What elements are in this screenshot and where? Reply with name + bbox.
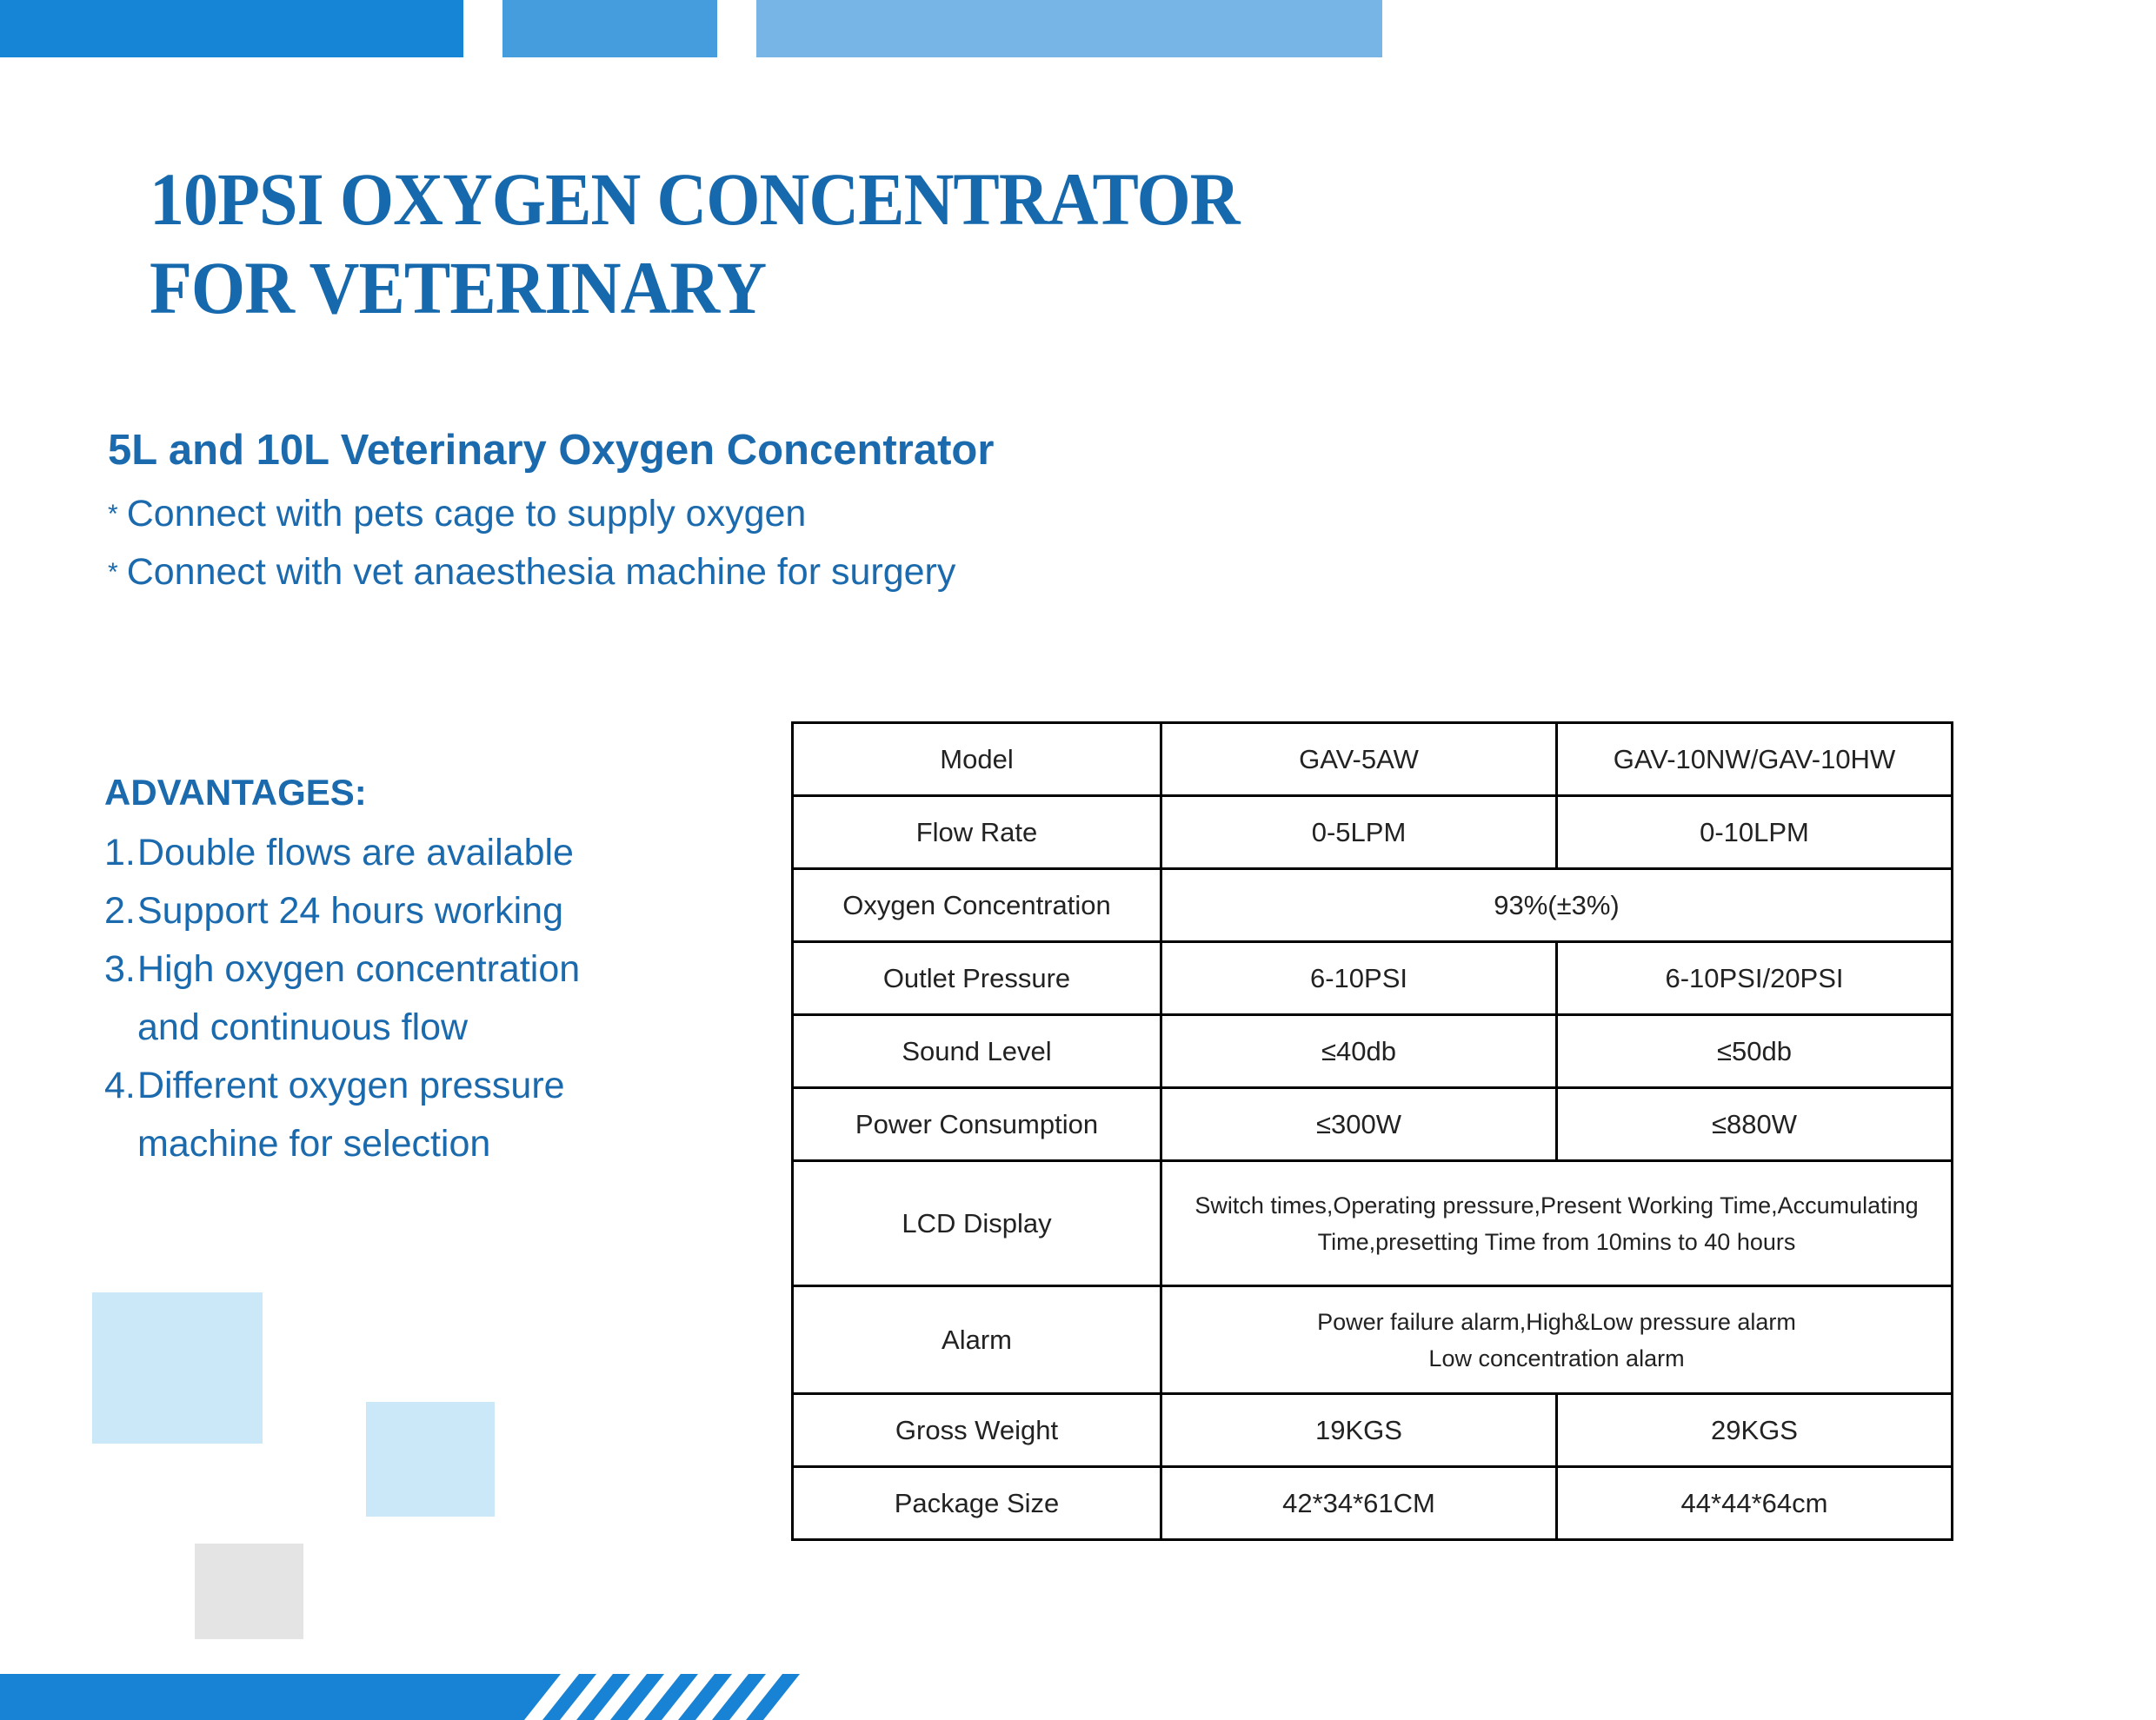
advantage-text: Different oxygen pressure xyxy=(137,1065,565,1106)
row-label: Gross Weight xyxy=(793,1394,1161,1467)
row-label: Package Size xyxy=(793,1467,1161,1540)
advantage-item xyxy=(104,882,580,940)
header-bar-light xyxy=(756,0,1382,57)
advantage-text: Double flows are available xyxy=(137,832,574,873)
cell-line: Low concentration alarm xyxy=(1428,1345,1685,1371)
advantage-item-continuation: machine for selection xyxy=(137,1123,491,1165)
cell-merged xyxy=(1161,1161,1953,1286)
decorative-square-blue-large xyxy=(92,1292,263,1444)
cell-gav-10: 44*44*64cm xyxy=(1557,1467,1953,1540)
feature-bullet-text: Connect with vet anaesthesia machine for surgery xyxy=(126,551,956,593)
cell-gav-5aw: ≤300W xyxy=(1161,1088,1557,1161)
table-row-flow-rate xyxy=(793,796,1953,869)
advantages-heading: ADVANTAGES: xyxy=(104,772,367,813)
cell-gav-10: 6-10PSI/20PSI xyxy=(1557,942,1953,1015)
page-title xyxy=(150,155,1240,332)
specification-table xyxy=(791,721,1953,1541)
table-row-gross-weight xyxy=(793,1394,1953,1467)
feature-bullet xyxy=(108,543,955,601)
table-row-outlet-pressure xyxy=(793,942,1953,1015)
page-title-line-1: 10PSI OXYGEN CONCENTRATOR xyxy=(150,157,1240,241)
cell-gav-10: GAV-10NW/GAV-10HW xyxy=(1557,723,1953,796)
decorative-square-blue-small xyxy=(366,1402,495,1517)
advantages-list xyxy=(104,824,580,1173)
cell-gav-5aw: 0-5LPM xyxy=(1161,796,1557,869)
table-row-power-consumption xyxy=(793,1088,1953,1161)
table-row-alarm xyxy=(793,1286,1953,1394)
cell-gav-5aw: 42*34*61CM xyxy=(1161,1467,1557,1540)
cell-merged xyxy=(1161,1286,1953,1394)
cell-line: Time,presetting Time from 10mins to 40 hours xyxy=(1317,1228,1796,1255)
row-label: Alarm xyxy=(793,1286,1161,1394)
row-label: Oxygen Concentration xyxy=(793,869,1161,942)
advantage-text: High oxygen concentration xyxy=(137,948,581,990)
feature-bullet-text: Connect with pets cage to supply oxygen xyxy=(126,493,807,535)
advantage-number: 2. xyxy=(104,890,136,932)
cell-gav-10: 0-10LPM xyxy=(1557,796,1953,869)
asterisk-bullet-icon: * xyxy=(108,500,118,528)
header-bar-medium xyxy=(502,0,717,57)
advantage-number: 1. xyxy=(104,832,136,873)
asterisk-bullet-icon: * xyxy=(108,558,118,587)
header-bar-dark xyxy=(0,0,463,57)
table-row-oxygen-concentration xyxy=(793,869,1953,942)
cell-gav-5aw: 19KGS xyxy=(1161,1394,1557,1467)
feature-bullet xyxy=(108,485,955,543)
row-label: Sound Level xyxy=(793,1015,1161,1088)
feature-bullets xyxy=(108,485,955,601)
bottom-striped-bar xyxy=(0,1674,800,1720)
row-label: Outlet Pressure xyxy=(793,942,1161,1015)
table-row-model xyxy=(793,723,1953,796)
table-row-lcd-display xyxy=(793,1161,1953,1286)
page-title-line-2: FOR VETERINARY xyxy=(150,246,767,329)
row-label: Model xyxy=(793,723,1161,796)
row-label: Power Consumption xyxy=(793,1088,1161,1161)
table-row-package-size xyxy=(793,1467,1953,1540)
table-row-sound-level xyxy=(793,1015,1953,1088)
cell-line: Power failure alarm,High&Low pressure alarm xyxy=(1317,1308,1796,1335)
row-label: Flow Rate xyxy=(793,796,1161,869)
advantage-item xyxy=(104,824,580,882)
advantage-number: 3. xyxy=(104,948,136,990)
row-label: LCD Display xyxy=(793,1161,1161,1286)
cell-gav-5aw: GAV-5AW xyxy=(1161,723,1557,796)
cell-gav-10: ≤880W xyxy=(1557,1088,1953,1161)
cell-gav-5aw: 6-10PSI xyxy=(1161,942,1557,1015)
advantage-item-continuation: and continuous flow xyxy=(137,1006,469,1048)
cell-gav-10: 29KGS xyxy=(1557,1394,1953,1467)
advantage-item xyxy=(104,940,580,999)
advantage-item xyxy=(104,1057,580,1115)
cell-gav-10: ≤50db xyxy=(1557,1015,1953,1088)
cell-line: Switch times,Operating pressure,Present Working Time,Accumulating xyxy=(1194,1192,1919,1219)
product-subtitle: 5L and 10L Veterinary Oxygen Concentrator xyxy=(108,427,995,474)
advantage-number: 4. xyxy=(104,1065,136,1106)
cell-merged: 93%(±3%) xyxy=(1161,869,1953,942)
decorative-square-gray xyxy=(195,1544,303,1639)
cell-gav-5aw: ≤40db xyxy=(1161,1015,1557,1088)
advantage-text: Support 24 hours working xyxy=(137,890,564,932)
